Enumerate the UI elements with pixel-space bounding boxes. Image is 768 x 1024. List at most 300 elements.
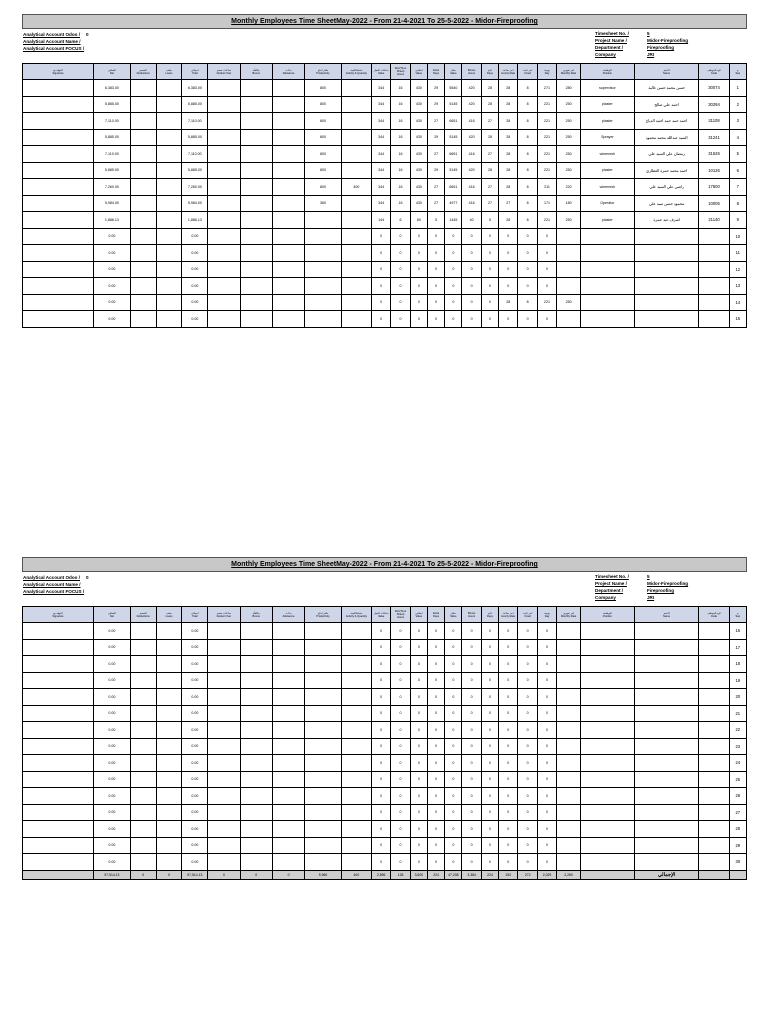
cell-signature bbox=[23, 623, 94, 640]
col-header-position bbox=[580, 607, 634, 623]
table-row bbox=[23, 294, 747, 311]
cell-ex_value: 0 bbox=[445, 639, 462, 656]
cell-productivity bbox=[305, 245, 342, 262]
cell-ot_value: 0 bbox=[410, 755, 427, 772]
table-row bbox=[23, 195, 747, 212]
cell-position bbox=[580, 311, 634, 328]
cell-deduct_over bbox=[208, 146, 240, 163]
col-header-en: Hours bbox=[468, 71, 476, 75]
cell-ex_days: 0 bbox=[481, 689, 498, 706]
cell-loans bbox=[156, 294, 182, 311]
cell-total: 0.00 bbox=[182, 738, 208, 755]
cell-position: plaster bbox=[580, 96, 634, 113]
cell-position: Sprayer bbox=[580, 129, 634, 146]
total-ex_days: 224 bbox=[481, 870, 498, 879]
col-header-en: Days bbox=[487, 614, 493, 618]
header-right-company bbox=[595, 595, 655, 600]
cell-ot_value: 0 bbox=[410, 837, 427, 854]
cell-wh_hours: 0 bbox=[391, 821, 410, 838]
cell-signature bbox=[23, 80, 94, 97]
cell-code bbox=[699, 278, 729, 295]
cell-activity bbox=[341, 129, 371, 146]
col-header-en: Productivity bbox=[316, 71, 330, 75]
cell-ex_hours: 416 bbox=[462, 195, 481, 212]
cell-wh_value: 0 bbox=[371, 722, 390, 739]
cell-activity bbox=[341, 738, 371, 755]
cell-hourly_rate: 28 bbox=[499, 146, 518, 163]
table-row bbox=[23, 212, 747, 229]
cell-ex_value: 0 bbox=[445, 804, 462, 821]
cell-productivity: 800 bbox=[305, 96, 342, 113]
cell-signature bbox=[23, 639, 94, 656]
cell-day: 221 bbox=[537, 162, 556, 179]
cell-wh_hours: 0 bbox=[391, 804, 410, 821]
cell-wh_value: 344 bbox=[371, 96, 390, 113]
cell-allowance bbox=[272, 837, 304, 854]
cell-ex_hours: 0 bbox=[462, 771, 481, 788]
cell-fixed: 0 bbox=[518, 771, 537, 788]
cell-day: 0 bbox=[537, 755, 556, 772]
cell-activity bbox=[341, 261, 371, 278]
cell-seq: 18 bbox=[729, 656, 746, 673]
table-row bbox=[23, 228, 747, 245]
cell-hourly_rate: 0 bbox=[499, 245, 518, 262]
cell-ot_value: 0 bbox=[410, 788, 427, 805]
col-header-ar: الاسم bbox=[663, 611, 670, 615]
cell-ot_value: 0 bbox=[410, 854, 427, 871]
cell-hourly_rate: 0 bbox=[499, 788, 518, 805]
cell-signature bbox=[23, 146, 94, 163]
col-header-en: Hourly Rate bbox=[501, 614, 516, 618]
col-header-wh_value bbox=[371, 64, 390, 80]
cell-ex_days: 0 bbox=[481, 261, 498, 278]
cell-ot_days: 0 bbox=[427, 837, 444, 854]
cell-productivity: 800 bbox=[305, 162, 342, 179]
cell-net: 7,110.00 bbox=[94, 146, 131, 163]
cell-hourly_rate: 28 bbox=[499, 294, 518, 311]
header-value: 5 bbox=[647, 31, 650, 36]
cell-ot_days: 0 bbox=[427, 755, 444, 772]
col-header-ot_value bbox=[410, 64, 427, 80]
cell-total: 1,886.13 bbox=[182, 212, 208, 229]
col-header-en: Value bbox=[415, 614, 423, 618]
cell-allowance bbox=[272, 705, 304, 722]
cell-loans bbox=[156, 689, 182, 706]
cell-ex_days: 0 bbox=[481, 228, 498, 245]
cell-wh_hours: 0 bbox=[391, 656, 410, 673]
cell-bonus bbox=[240, 294, 272, 311]
total-ot_value: 3,500 bbox=[410, 870, 427, 879]
cell-ex_hours: 0 bbox=[462, 837, 481, 854]
cell-total: 5,885.00 bbox=[182, 129, 208, 146]
cell-seq: 30 bbox=[729, 854, 746, 871]
cell-loans bbox=[156, 212, 182, 229]
cell-seq: 14 bbox=[729, 294, 746, 311]
cell-name bbox=[634, 656, 699, 673]
cell-net: 5,885.00 bbox=[94, 96, 131, 113]
cell-ex_days: 27 bbox=[481, 113, 498, 130]
cell-position: wiremesh bbox=[580, 146, 634, 163]
cell-net: 0.00 bbox=[94, 656, 131, 673]
cell-wh_value: 0 bbox=[371, 788, 390, 805]
cell-total: 0.00 bbox=[182, 722, 208, 739]
header-label: Project Name / bbox=[595, 38, 627, 43]
cell-activity bbox=[341, 722, 371, 739]
cell-ex_value: 0 bbox=[445, 311, 462, 328]
cell-ot_days: 5 bbox=[427, 212, 444, 229]
cell-total: 0.00 bbox=[182, 656, 208, 673]
cell-name: رمضان علي السيد علي bbox=[634, 146, 699, 163]
cell-bonus bbox=[240, 129, 272, 146]
col-header-ar: حافز bbox=[450, 68, 456, 72]
cell-ot_days: 0 bbox=[427, 672, 444, 689]
cell-day: 171 bbox=[537, 195, 556, 212]
cell-ex_days: 0 bbox=[481, 722, 498, 739]
col-header-ar: مكافأه bbox=[252, 611, 260, 615]
cell-ex_days: 0 bbox=[481, 854, 498, 871]
cell-seq: 29 bbox=[729, 837, 746, 854]
cell-bonus bbox=[240, 738, 272, 755]
cell-productivity bbox=[305, 228, 342, 245]
cell-position bbox=[580, 656, 634, 673]
cell-deductions bbox=[130, 162, 156, 179]
cell-loans bbox=[156, 195, 182, 212]
cell-wh_hours: 0 bbox=[391, 755, 410, 772]
col-header-ar: نشاط/كمية bbox=[350, 68, 363, 72]
table-row bbox=[23, 854, 747, 871]
cell-allowance bbox=[272, 639, 304, 656]
total-ex_value: 47,208 bbox=[445, 870, 462, 879]
cell-deductions bbox=[130, 179, 156, 196]
cell-deductions bbox=[130, 195, 156, 212]
cell-name bbox=[634, 705, 699, 722]
cell-seq: 21 bbox=[729, 705, 746, 722]
cell-position bbox=[580, 854, 634, 871]
cell-fixed: 8 bbox=[518, 179, 537, 196]
cell-wh_value: 0 bbox=[371, 639, 390, 656]
cell-ex_value: 0 bbox=[445, 771, 462, 788]
cell-productivity bbox=[305, 755, 342, 772]
cell-deductions bbox=[130, 212, 156, 229]
col-header-en: Value bbox=[450, 71, 457, 75]
col-header-position bbox=[580, 64, 634, 80]
header-label: Company bbox=[595, 52, 616, 57]
total-day: 2,029 bbox=[537, 870, 556, 879]
col-header-ar: اضافي bbox=[415, 611, 423, 615]
col-header-ar: سلف bbox=[166, 68, 172, 72]
cell-ot_value: 430 bbox=[410, 162, 427, 179]
cell-ot_days: 0 bbox=[427, 278, 444, 295]
col-header-en: Hours bbox=[468, 614, 476, 618]
cell-activity bbox=[341, 689, 371, 706]
cell-position bbox=[580, 837, 634, 854]
cell-loans bbox=[156, 755, 182, 772]
cell-total: 0.00 bbox=[182, 821, 208, 838]
cell-loans bbox=[156, 146, 182, 163]
cell-loans bbox=[156, 245, 182, 262]
col-header-bonus bbox=[240, 607, 272, 623]
cell-deduct_over bbox=[208, 639, 240, 656]
header-left-analytical-account-focus bbox=[23, 589, 90, 594]
cell-productivity bbox=[305, 656, 342, 673]
cell-wh_value: 144 bbox=[371, 212, 390, 229]
table-row bbox=[23, 80, 747, 97]
cell-net: 0.00 bbox=[94, 804, 131, 821]
col-header-ar: ايام bbox=[488, 68, 492, 72]
cell-code bbox=[699, 854, 729, 871]
table-row bbox=[23, 179, 747, 196]
cell-ex_value: 0 bbox=[445, 656, 462, 673]
cell-allowance bbox=[272, 146, 304, 163]
cell-net: 0.00 bbox=[94, 788, 131, 805]
col-header-en: Code bbox=[710, 614, 718, 618]
cell-signature bbox=[23, 804, 94, 821]
cell-signature bbox=[23, 722, 94, 739]
cell-wh_hours: 0 bbox=[391, 672, 410, 689]
cell-deductions bbox=[130, 294, 156, 311]
cell-signature bbox=[23, 854, 94, 871]
col-header-deduct_over bbox=[208, 607, 240, 623]
col-header-code bbox=[699, 64, 729, 80]
header-right-timesheet-no bbox=[595, 574, 650, 579]
col-header-ar: اجر ساعة bbox=[503, 68, 514, 72]
cell-name: احمد محمد حمزة العطاري bbox=[634, 162, 699, 179]
sheet-title: Monthly Employees Time SheetMay-2022 - From 21-4-2021 To 25-5-2022 - Midor-Fireproofing bbox=[22, 557, 747, 572]
cell-ot_days: 29 bbox=[427, 162, 444, 179]
header-block bbox=[22, 572, 747, 606]
col-header-total bbox=[182, 64, 208, 80]
cell-monthly_rate bbox=[557, 656, 581, 673]
col-header-en: Value bbox=[450, 614, 457, 618]
col-header-seq bbox=[729, 64, 746, 80]
col-header-ar: م bbox=[736, 68, 739, 72]
cell-ex_days: 28 bbox=[481, 129, 498, 146]
cell-wh_value: 344 bbox=[371, 146, 390, 163]
cell-monthly_rate: 180 bbox=[557, 195, 581, 212]
header-value: 5 bbox=[647, 574, 650, 579]
cell-deductions bbox=[130, 804, 156, 821]
cell-name bbox=[634, 804, 699, 821]
cell-day: 211 bbox=[537, 179, 556, 196]
cell-loans bbox=[156, 771, 182, 788]
cell-loans bbox=[156, 113, 182, 130]
cell-activity bbox=[341, 854, 371, 871]
cell-day: 0 bbox=[537, 771, 556, 788]
cell-code bbox=[699, 837, 729, 854]
col-header-ex_hours bbox=[462, 64, 481, 80]
cell-deductions bbox=[130, 689, 156, 706]
cell-fixed: 0 bbox=[518, 755, 537, 772]
col-header-ar: حافز انتاج bbox=[317, 611, 329, 615]
cell-deduct_over bbox=[208, 656, 240, 673]
cell-code: 21140 bbox=[699, 212, 729, 229]
cell-wh_value: 0 bbox=[371, 261, 390, 278]
cell-position bbox=[580, 722, 634, 739]
cell-wh_value: 0 bbox=[371, 311, 390, 328]
cell-wh_hours: 16 bbox=[391, 195, 410, 212]
header-value: JRI bbox=[647, 52, 655, 57]
cell-bonus bbox=[240, 672, 272, 689]
cell-hourly_rate: 0 bbox=[499, 261, 518, 278]
total-row bbox=[23, 870, 747, 879]
cell-ot_value: 0 bbox=[410, 228, 427, 245]
cell-ex_value: 0 bbox=[445, 228, 462, 245]
cell-day: 0 bbox=[537, 705, 556, 722]
cell-seq: 12 bbox=[729, 261, 746, 278]
cell-deduct_over bbox=[208, 755, 240, 772]
table-row bbox=[23, 311, 747, 328]
cell-code bbox=[699, 639, 729, 656]
cell-fixed: 0 bbox=[518, 722, 537, 739]
cell-fixed: 8 bbox=[518, 294, 537, 311]
table-row bbox=[23, 821, 747, 838]
cell-name: محمود حسن سيد علي bbox=[634, 195, 699, 212]
cell-bonus bbox=[240, 113, 272, 130]
cell-monthly_rate bbox=[557, 755, 581, 772]
cell-ex_hours: 0 bbox=[462, 755, 481, 772]
cell-signature bbox=[23, 179, 94, 196]
header-label: Timesheet No. / bbox=[595, 31, 629, 36]
cell-productivity: 800 bbox=[305, 179, 342, 196]
cell-net: 5,984.00 bbox=[94, 195, 131, 212]
cell-wh_value: 0 bbox=[371, 755, 390, 772]
cell-bonus bbox=[240, 195, 272, 212]
cell-deduct_over bbox=[208, 195, 240, 212]
cell-wh_value: 344 bbox=[371, 113, 390, 130]
cell-position bbox=[580, 705, 634, 722]
col-header-en: Seq bbox=[735, 71, 741, 75]
col-header-en: Value bbox=[377, 614, 385, 618]
cell-loans bbox=[156, 80, 182, 97]
cell-hourly_rate: 28 bbox=[499, 80, 518, 97]
cell-ot_days: 29 bbox=[427, 129, 444, 146]
header-left-analytical-account-name bbox=[23, 582, 87, 587]
cell-deduct_over bbox=[208, 162, 240, 179]
cell-allowance bbox=[272, 195, 304, 212]
cell-deduct_over bbox=[208, 837, 240, 854]
cell-day: 221 bbox=[537, 113, 556, 130]
cell-wh_value: 344 bbox=[371, 179, 390, 196]
cell-day: 0 bbox=[537, 278, 556, 295]
cell-monthly_rate bbox=[557, 261, 581, 278]
col-header-en: Deductions bbox=[136, 71, 150, 75]
cell-bonus bbox=[240, 228, 272, 245]
cell-deductions bbox=[130, 672, 156, 689]
cell-hourly_rate: 28 bbox=[499, 129, 518, 146]
column-header-row bbox=[23, 607, 747, 623]
cell-signature bbox=[23, 96, 94, 113]
col-header-en: Value bbox=[377, 71, 385, 75]
cell-wh_hours: 0 bbox=[391, 705, 410, 722]
cell-name bbox=[634, 788, 699, 805]
cell-wh_hours: 16 bbox=[391, 129, 410, 146]
cell-fixed: 8 bbox=[518, 113, 537, 130]
cell-bonus bbox=[240, 96, 272, 113]
cell-net: 0.00 bbox=[94, 821, 131, 838]
col-header-fixed bbox=[518, 607, 537, 623]
col-header-total bbox=[182, 607, 208, 623]
cell-code bbox=[699, 245, 729, 262]
cell-ot_value: 0 bbox=[410, 771, 427, 788]
cell-activity bbox=[341, 672, 371, 689]
cell-code: 31241 bbox=[699, 129, 729, 146]
cell-wh_hours: 0 bbox=[391, 261, 410, 278]
cell-ex_value: 5145 bbox=[445, 129, 462, 146]
cell-fixed: 0 bbox=[518, 821, 537, 838]
cell-name bbox=[634, 821, 699, 838]
cell-monthly_rate bbox=[557, 689, 581, 706]
cell-loans bbox=[156, 228, 182, 245]
cell-activity bbox=[341, 639, 371, 656]
col-header-ar: اجمالي bbox=[191, 611, 199, 615]
header-right-company bbox=[595, 52, 655, 57]
cell-ex_hours: 0 bbox=[462, 738, 481, 755]
cell-ex_hours: 416 bbox=[462, 113, 481, 130]
cell-ex_hours: 420 bbox=[462, 162, 481, 179]
cell-total: 7,110.00 bbox=[182, 146, 208, 163]
cell-monthly_rate: 280 bbox=[557, 80, 581, 97]
cell-allowance bbox=[272, 311, 304, 328]
cell-activity bbox=[341, 771, 371, 788]
cell-ex_value: 0 bbox=[445, 672, 462, 689]
cell-hourly_rate: 0 bbox=[499, 722, 518, 739]
cell-ex_days: 0 bbox=[481, 278, 498, 295]
cell-name bbox=[634, 755, 699, 772]
col-header-hourly_rate bbox=[499, 607, 518, 623]
cell-ot_value: 0 bbox=[410, 689, 427, 706]
cell-ex_hours: 0 bbox=[462, 672, 481, 689]
cell-hourly_rate: 28 bbox=[499, 162, 518, 179]
col-header-en: Fixed bbox=[524, 614, 531, 618]
cell-activity bbox=[341, 212, 371, 229]
cell-deductions bbox=[130, 311, 156, 328]
cell-day: 0 bbox=[537, 245, 556, 262]
cell-allowance bbox=[272, 113, 304, 130]
cell-fixed: 0 bbox=[518, 705, 537, 722]
cell-signature bbox=[23, 129, 94, 146]
cell-wh_value: 0 bbox=[371, 837, 390, 854]
cell-net: 0.00 bbox=[94, 689, 131, 706]
cell-loans bbox=[156, 837, 182, 854]
cell-net: 0.00 bbox=[94, 311, 131, 328]
cell-monthly_rate bbox=[557, 821, 581, 838]
col-header-monthly_rate bbox=[557, 607, 581, 623]
cell-signature bbox=[23, 738, 94, 755]
cell-wh_value: 0 bbox=[371, 771, 390, 788]
col-header-ot_value bbox=[410, 607, 427, 623]
cell-signature bbox=[23, 261, 94, 278]
cell-ot_value: 430 bbox=[410, 129, 427, 146]
cell-total: 0.00 bbox=[182, 261, 208, 278]
cell-allowance bbox=[272, 179, 304, 196]
cell-signature bbox=[23, 771, 94, 788]
cell-code bbox=[699, 261, 729, 278]
cell-allowance bbox=[272, 212, 304, 229]
cell-fixed: 0 bbox=[518, 689, 537, 706]
cell-ex_hours: 420 bbox=[462, 80, 481, 97]
cell-wh_hours: 0 bbox=[391, 278, 410, 295]
cell-fixed: 8 bbox=[518, 146, 537, 163]
cell-name bbox=[634, 294, 699, 311]
cell-monthly_rate: 250 bbox=[557, 113, 581, 130]
header-label: Department / bbox=[595, 45, 624, 50]
cell-activity bbox=[341, 146, 371, 163]
cell-total: 0.00 bbox=[182, 245, 208, 262]
cell-activity bbox=[341, 804, 371, 821]
cell-bonus bbox=[240, 245, 272, 262]
header-label: Analytical Account Odoo / bbox=[23, 32, 81, 37]
table-row bbox=[23, 162, 747, 179]
